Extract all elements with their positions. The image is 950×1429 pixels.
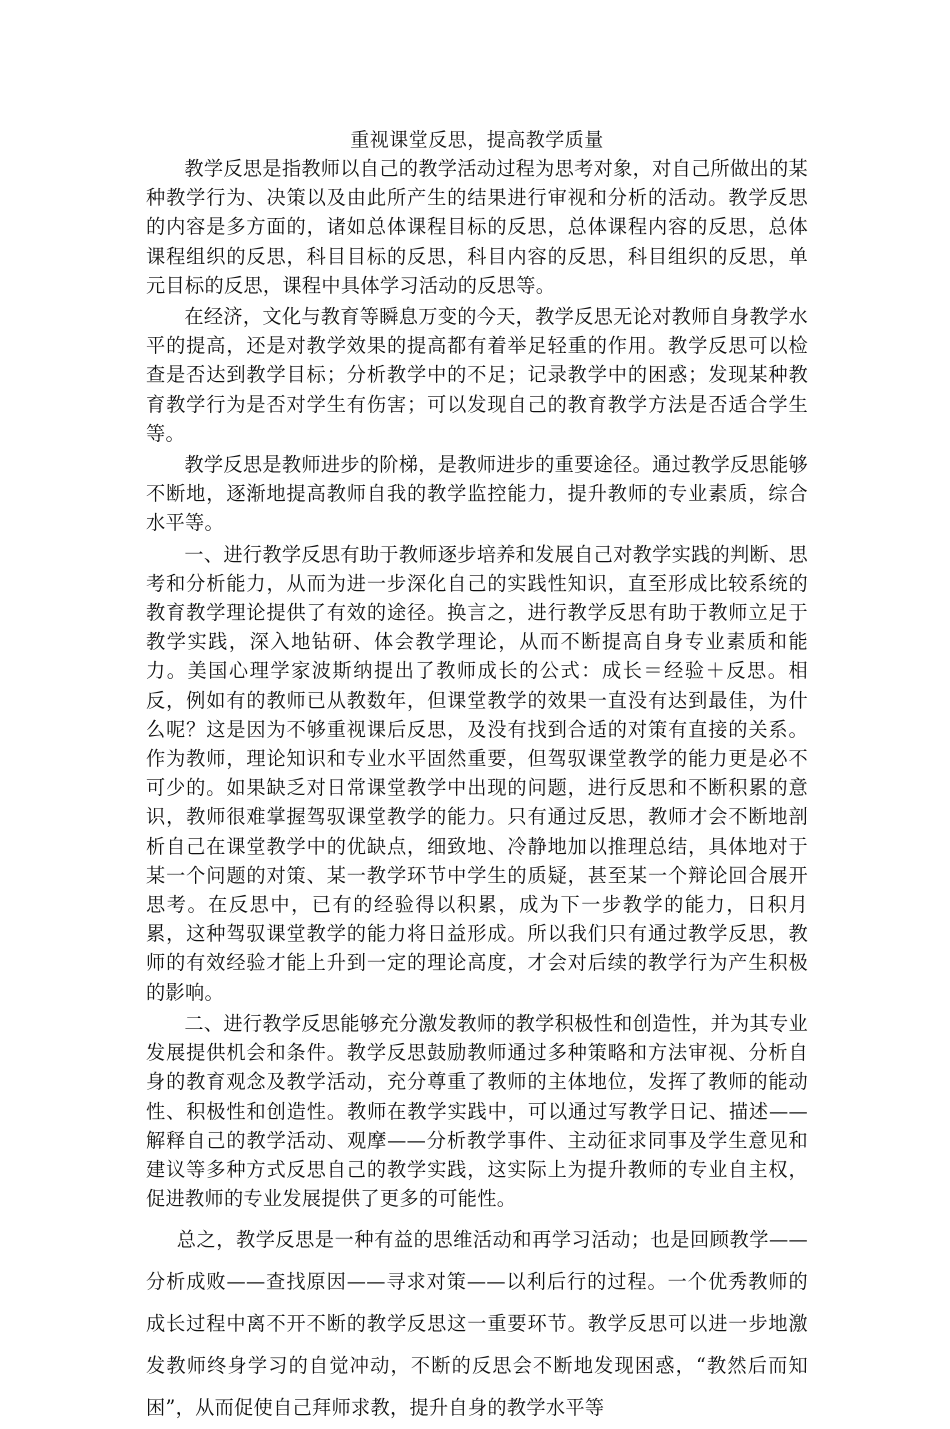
paragraph-summary: 总之，教学反思是一种有益的思维活动和再学习活动；也是回顾教学——分析成败——查找原因——寻求对策——以利后行的过程。一个优秀教师的成长过程中离不开不断的教学反思这一重要环节。教学反思可以进一步地激发教师终身学习的自觉冲动，不断的反思会不断地发现困惑，“教然后而知困”，从而促使自己拜师求教，提升自身的教学水平等	[146, 1228, 808, 1420]
document-page	[146, 128, 808, 1429]
paragraph-progress: 教学反思是教师进步的阶梯，是教师进步的重要途径。通过教学反思能够不断地，逐渐地提高教师自我的教学监控能力，提升教师的专业素质，综合水平等。	[146, 453, 808, 535]
paragraph-importance: 在经济，文化与教育等瞬息万变的今天，教学反思无论对教师自身教学水平的提高，还是对教学效果的提高都有着举足轻重的作用。教学反思可以检查是否达到教学目标；分析教学中的不足；记录教学中的困惑；发现某种教育教学行为是否对学生有伤害；可以发现自己的教育教学方法是否适合学生等。	[146, 305, 808, 445]
paragraph-definition: 教学反思是指教师以自己的教学活动过程为思考对象，对自己所做出的某种教学行为、决策以及由此所产生的结果进行审视和分析的活动。教学反思的内容是多方面的，诸如总体课程目标的反思，总体课程内容的反思，总体课程组织的反思，科目目标的反思，科目内容的反思，科目组织的反思，单元目标的反思，课程中具体学习活动的反思等。	[146, 157, 808, 297]
paragraph-point-two: 二、进行教学反思能够充分激发教师的教学积极性和创造性，并为其专业发展提供机会和条件。教学反思鼓励教师通过多种策略和方法审视、分析自身的教育观念及教学活动，充分尊重了教师的主体地位，发挥了教师的能动性、积极性和创造性。教师在教学实践中，可以通过写教学日记、描述——解释自己的教学活动、观摩——分析教学事件、主动征求同事及学生意见和建议等多种方式反思自己的教学实践，这实际上为提升教师的专业自主权，促进教师的专业发展提供了更多的可能性。	[146, 1011, 808, 1211]
paragraph-point-one: 一、进行教学反思有助于教师逐步培养和发展自己对教学实践的判断、思考和分析能力，从而为进一步深化自己的实践性知识，直至形成比较系统的教育教学理论提供了有效的途径。换言之，进行教学反思有助于教师立足于教学实践，深入地钻研、体会教学理论，从而不断提高自身专业素质和能力。美国心理学家波斯纳提出了教师成长的公式：成长＝经验＋反思。相反，例如有的教师已从教数年，但课堂教学的效果一直没有达到最佳，为什么呢？这是因为不够重视课后反思，及没有找到合适的对策有直接的关系。作为教师，理论知识和专业水平固然重要，但驾驭课堂教学的能力更是必不可少的。如果缺乏对日常课堂教学中出现的问题，进行反思和不断积累的意识，教师很难掌握驾驭课堂教学的能力。只有通过反思，教师才会不断地剖析自己在课堂教学中的优缺点，细致地、冷静地加以推理总结，具体地对于某一个问题的对策、某一教学环节中学生的质疑，甚至某一个辩论回合展开思考。在反思中，已有的经验得以积累，成为下一步教学的能力，日积月累，这种驾驭课堂教学的能力将日益形成。所以我们只有通过教学反思，教师的有效经验才能上升到一定的理论高度，才会对后续的教学行为产生积极的影响。	[146, 542, 808, 1004]
document-title: 重视课堂反思，提高教学质量	[350, 129, 604, 151]
